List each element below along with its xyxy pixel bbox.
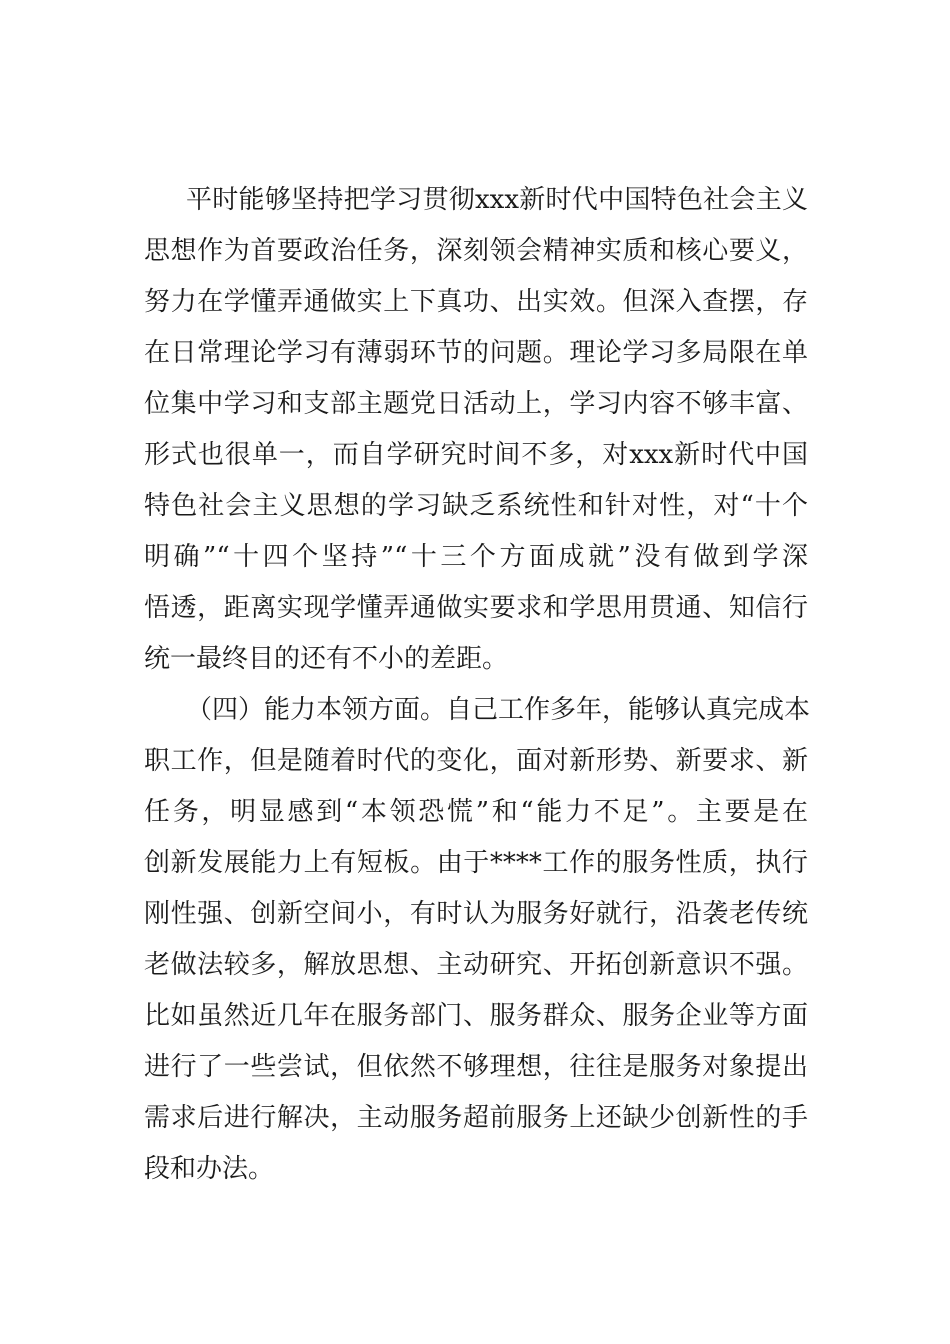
text-line: 思想作为首要政治任务，深刻领会精神实质和核心要义，	[144, 236, 808, 266]
text-line: 努力在学懂弄通做实上下真功、出实效。但深入查摆，存	[144, 287, 808, 317]
text-line: 创新发展能力上有短板。由于****工作的服务性质，执行	[144, 848, 808, 878]
text-line: 悟透，距离实现学懂弄通做实要求和学思用贯通、知信行	[144, 593, 808, 623]
text-line: 位集中学习和支部主题党日活动上，学习内容不够丰富、	[144, 389, 808, 419]
text-line: 在日常理论学习有薄弱环节的问题。理论学习多局限在单	[144, 338, 808, 368]
text-line: 明确”“十四个坚持”“十三个方面成就”没有做到学深	[144, 542, 808, 572]
paragraph-theory-study	[144, 175, 808, 685]
text-line: 老做法较多，解放思想、主动研究、开拓创新意识不强。	[144, 950, 808, 980]
text-line: 职工作，但是随着时代的变化，面对新形势、新要求、新	[144, 746, 808, 776]
text-line: 统一最终目的还有不小的差距。	[144, 644, 509, 674]
text-line: 比如虽然近几年在服务部门、服务群众、服务企业等方面	[144, 1001, 808, 1031]
text-line: 平时能够坚持把学习贯彻xxx新时代中国特色社会主义	[186, 185, 808, 215]
text-line: 特色社会主义思想的学习缺乏系统性和针对性，对“十个	[144, 491, 808, 521]
text-line: 进行了一些尝试，但依然不够理想，往往是服务对象提出	[144, 1052, 808, 1082]
text-line: 段和办法。	[144, 1154, 275, 1184]
document-body	[144, 175, 811, 1195]
text-line: 刚性强、创新空间小，有时认为服务好就行，沿袭老传统	[144, 899, 808, 929]
text-line: 形式也很单一，而自学研究时间不多，对xxx新时代中国	[144, 440, 808, 470]
text-line: 需求后进行解决，主动服务超前服务上还缺少创新性的手	[144, 1103, 808, 1133]
text-line: 任务，明显感到“本领恐慌”和“能力不足”。主要是在	[144, 797, 808, 827]
paragraph-ability-skills	[144, 685, 811, 1195]
text-line: （四）能力本领方面。自己工作多年，能够认真完成本	[186, 695, 811, 725]
